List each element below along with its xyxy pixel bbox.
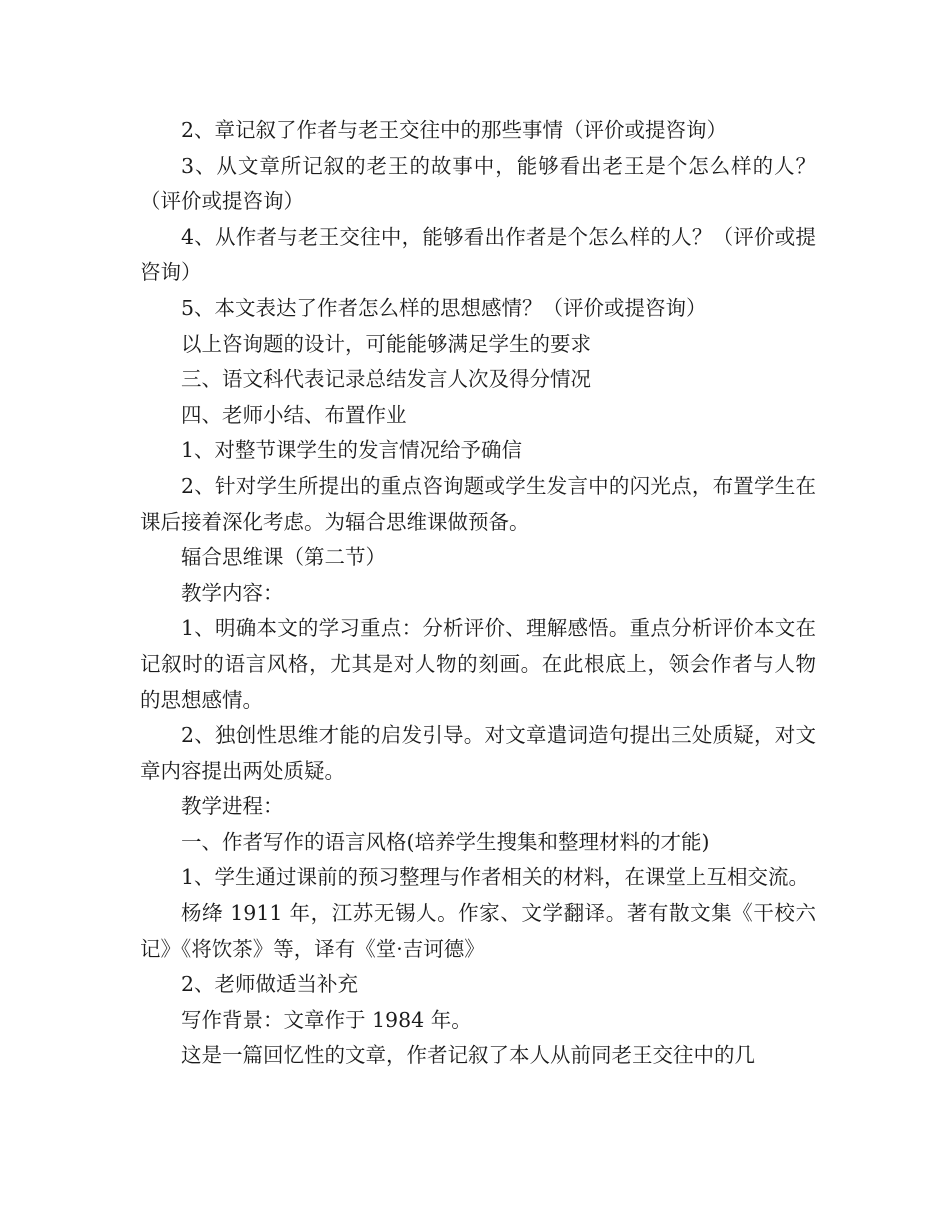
section-heading: 一、作者写作的语言风格(培养学生搜集和整理材料的才能)	[181, 829, 710, 854]
section-heading: 教学内容：	[181, 580, 284, 605]
paragraph: 1、学生通过课前的预习整理与作者相关的材料，在课堂上互相交流。	[181, 865, 810, 890]
paragraph: 4、从作者与老王交往中，能够看出作者是个怎么样的人？（评价或提咨询）	[140, 224, 816, 285]
paragraph: 2、针对学生所提出的重点咨询题或学生发言中的闪光点，布置学生在课后接着深化考虑。为辐合思维课做预备。	[140, 473, 816, 534]
section-heading: 四、老师小结、布置作业	[181, 402, 407, 427]
paragraph: 以上咨询题的设计，可能能够满足学生的要求	[181, 331, 591, 356]
paragraph: 2、老师做适当补充	[181, 972, 359, 997]
paragraph: 写作背景：文章作于 1984 年。	[181, 1007, 472, 1032]
paragraph: 1、对整节课学生的发言情况给予确信	[181, 438, 523, 463]
paragraph: 这是一篇回忆性的文章，作者记叙了本人从前同老王交往中的几	[181, 1043, 755, 1068]
paragraph: 杨绛 1911 年，江苏无锡人。作家、文学翻译。著有散文集《干校六记》《将饮茶》等，译有《堂·吉诃德》	[140, 901, 816, 961]
section-heading: 教学进程：	[181, 794, 284, 819]
section-heading: 辐合思维课（第二节）	[181, 545, 386, 570]
document-body	[140, 113, 816, 1074]
section-heading: 三、语文科代表记录总结发言人次及得分情况	[181, 367, 591, 392]
paragraph: 1、明确本文的学习重点：分析评价、理解感悟。重点分析评价本文在记叙时的语言风格，尤其是对人物的刻画。在此根底上，领会作者与人物的思想感情。	[140, 616, 816, 712]
paragraph: 5、本文表达了作者怎么样的思想感情？（评价或提咨询）	[181, 295, 707, 320]
paragraph: 2、章记叙了作者与老王交往中的那些事情（评价或提咨询）	[181, 118, 728, 142]
paragraph: 2、独创性思维才能的启发引导。对文章遣词造句提出三处质疑，对文章内容提出两处质疑。	[140, 723, 816, 783]
paragraph: 3、从文章所记叙的老王的故事中，能够看出老王是个怎么样的人？（评价或提咨询）	[140, 153, 816, 214]
